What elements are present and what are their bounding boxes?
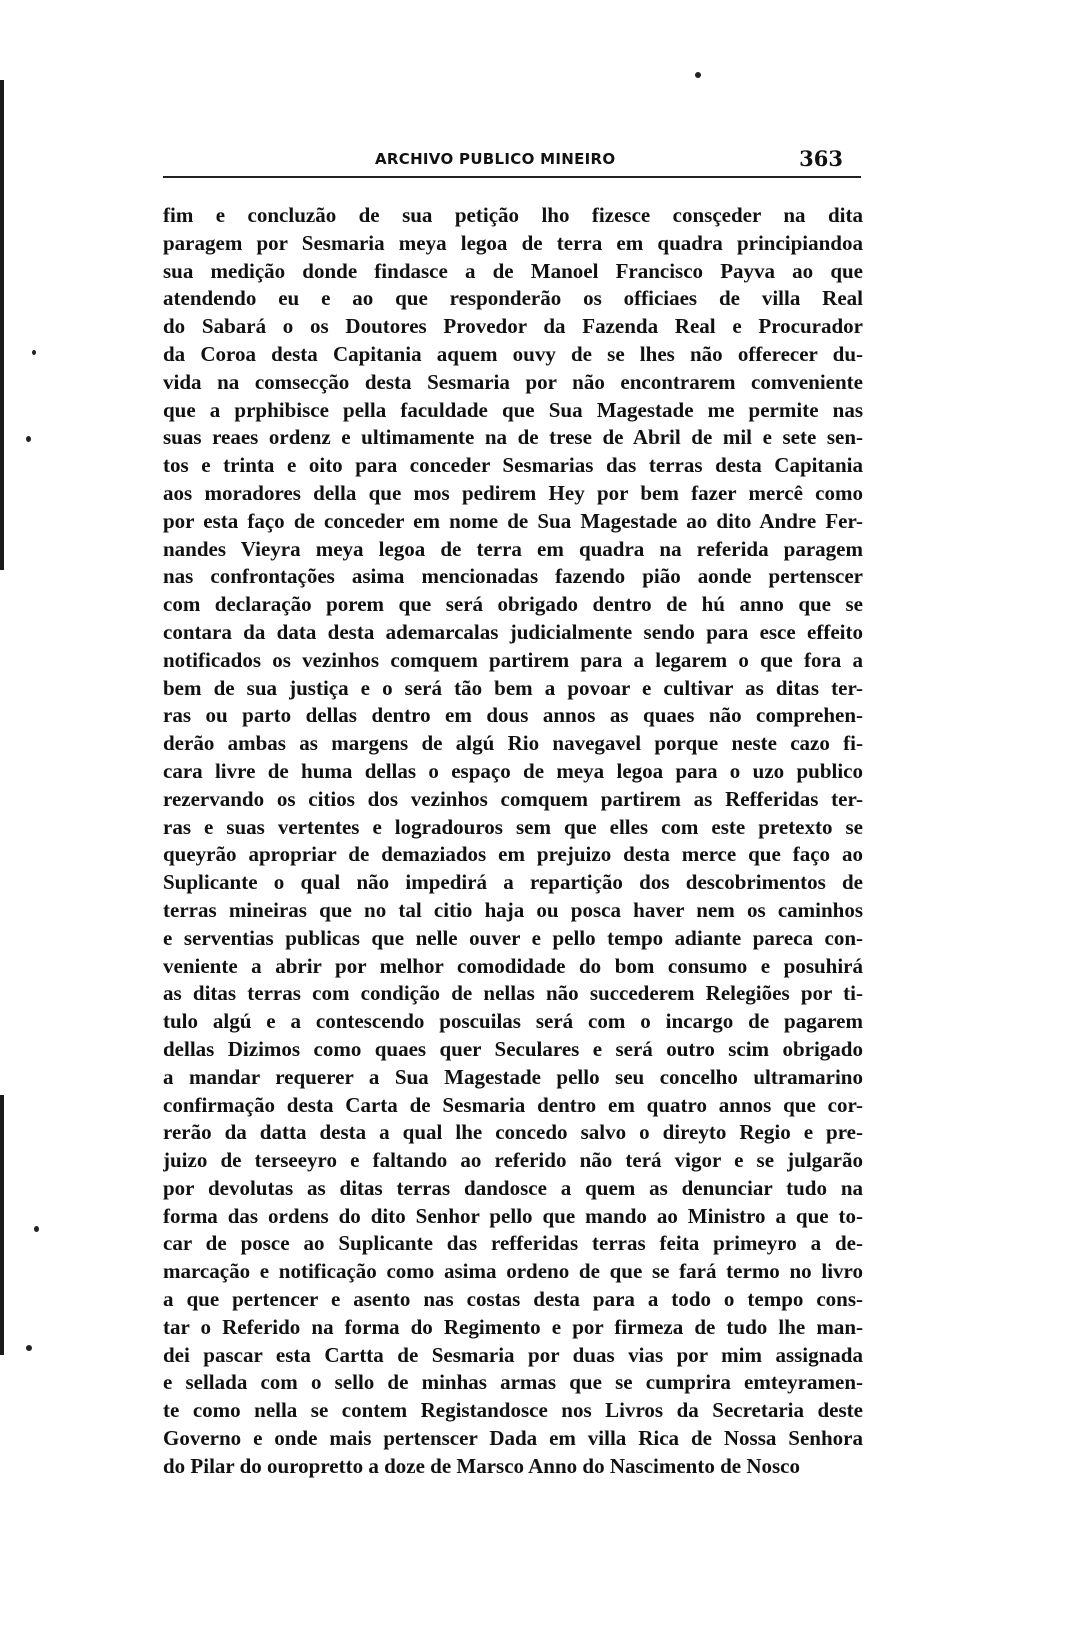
text-line: rezervando os citios dos vezinhos comquem partirem as Refferidas ter- xyxy=(163,786,863,811)
text-line: tos e trinta e oito para conceder Sesmarias das terras desta Capitania xyxy=(163,453,863,478)
text-line: a que pertencer e asento nas costas desta para a todo o tempo cons- xyxy=(163,1287,863,1312)
text-line: paragem por Sesmaria meya legoa de terra em quadra principiandoa xyxy=(163,230,863,255)
text-line: bem de sua justiça e o será tão bem a povoar e cultivar as ditas ter- xyxy=(163,675,863,700)
scan-edge-mark xyxy=(0,80,4,570)
text-line: forma das ordens do dito Senhor pello que mando ao Ministro a que to- xyxy=(163,1203,863,1228)
text-line: marcação e notificação como asima ordeno de que se fará termo no livro xyxy=(163,1259,863,1284)
text-line: tulo algú e a contescendo poscuilas será com o incargo de pagarem xyxy=(163,1009,863,1034)
scan-speck xyxy=(26,436,31,442)
text-line: a mandar requerer a Sua Magestade pello seu concelho ultramarino xyxy=(163,1064,863,1089)
text-line: atendendo eu e ao que responderão os officiaes de villa Real xyxy=(163,286,863,311)
text-line: juizo de terseeyro e faltando ao referido não terá vigor e se julgarão xyxy=(163,1148,863,1173)
text-line: do Pilar do ouropretto a doze de Marsco Anno do Nascimento de Nosco xyxy=(163,1453,800,1478)
text-line: ras ou parto dellas dentro em dous annos as quaes não comprehen- xyxy=(163,703,863,728)
text-line: Suplicante o qual não impedirá a repartição dos descobrimentos de xyxy=(163,870,863,895)
text-line: nandes Vieyra meya legoa de terra em quadra na referida paragem xyxy=(163,536,863,561)
text-line: nas confrontações asima mencionadas fazendo pião aonde pertenscer xyxy=(163,564,863,589)
text-line: terras mineiras que no tal citio haja ou posca haver nem os caminhos xyxy=(163,897,863,922)
text-line: ras e suas vertentes e logradouros sem que elles com este pretexto se xyxy=(163,814,863,839)
text-line: por devolutas as ditas terras dandosce a quem as denunciar tudo na xyxy=(163,1175,863,1200)
text-line: que a prphibisce pella faculdade que Sua Magestade me permite nas xyxy=(163,397,863,422)
text-line: contara da data desta ademarcalas judicialmente sendo para esce effeito xyxy=(163,619,863,644)
scan-speck xyxy=(26,1345,32,1351)
text-line: vida na comsecção desta Sesmaria por não encontrarem comveniente xyxy=(163,369,863,394)
scan-speck xyxy=(34,1226,39,1232)
text-line: com declaração porem que será obrigado dentro de hú anno que se xyxy=(163,592,863,617)
text-line: as ditas terras com condição de nellas não succederem Relegiões por ti- xyxy=(163,981,863,1006)
text-line: car de posce ao Suplicante das refferidas terras feita primeyro a de- xyxy=(163,1231,863,1256)
page-number: 363 xyxy=(799,146,843,171)
text-line: Governo e onde mais pertenscer Dada em villa Rica de Nossa Senhora xyxy=(163,1426,863,1451)
text-line: suas reaes ordenz e ultimamente na de trese de Abril de mil e sete sen- xyxy=(163,425,863,450)
text-line: sua medição donde findasce a de Manoel Francisco Payva ao que xyxy=(163,258,863,283)
scan-speck xyxy=(695,72,701,78)
text-line: por esta faço de conceder em nome de Sua Magestade ao dito Andre Fer- xyxy=(163,508,863,533)
header-rule xyxy=(163,176,861,182)
text-line: te como nella se contem Registandosce nos Livros da Secretaria deste xyxy=(163,1398,863,1423)
text-line: fim e concluzão de sua petição lho fizesce consçeder na dita xyxy=(163,203,863,227)
body-text xyxy=(163,202,863,1481)
text-line: rerão da datta desta a qual lhe concedo salvo o direyto Regio e pre- xyxy=(163,1120,863,1145)
text-line: aos moradores della que mos pedirem Hey por bem fazer mercê como xyxy=(163,480,863,505)
text-line: da Coroa desta Capitania aquem ouvy de se lhes não offerecer du- xyxy=(163,341,863,366)
text-line: confirmação desta Carta de Sesmaria dentro em quatro annos que cor- xyxy=(163,1092,863,1117)
text-line: dei pascar esta Cartta de Sesmaria por duas vias por mim assignada xyxy=(163,1342,863,1367)
page-header xyxy=(163,146,861,176)
text-line: cara livre de huma dellas o espaço de meya legoa para o uzo publico xyxy=(163,758,863,783)
text-line: dellas Dizimos como quaes quer Seculares e será outro scim obrigado xyxy=(163,1036,863,1061)
text-line: e serventias publicas que nelle ouver e pello tempo adiante pareca con- xyxy=(163,925,863,950)
text-line: queyrão apropriar de demaziados em prejuizo desta merce que faço ao xyxy=(163,842,863,867)
text-line: derão ambas as margens de algú Rio navegavel porque neste cazo fi- xyxy=(163,731,863,756)
text-line: veniente a abrir por melhor comodidade do bom consumo e posuhirá xyxy=(163,953,863,978)
scan-speck xyxy=(32,350,36,355)
text-line: notificados os vezinhos comquem partirem para a legarem o que fora a xyxy=(163,647,863,672)
text-line: tar o Referido na forma do Regimento e por firmeza de tudo lhe man- xyxy=(163,1314,863,1339)
text-line: e sellada com o sello de minhas armas que se cumprira emteyramen- xyxy=(163,1370,863,1395)
scan-edge-mark xyxy=(0,1095,4,1355)
text-line: do Sabará o os Doutores Provedor da Fazenda Real e Procurador xyxy=(163,314,863,339)
running-title: ARCHIVO PUBLICO MINEIRO xyxy=(375,150,616,168)
